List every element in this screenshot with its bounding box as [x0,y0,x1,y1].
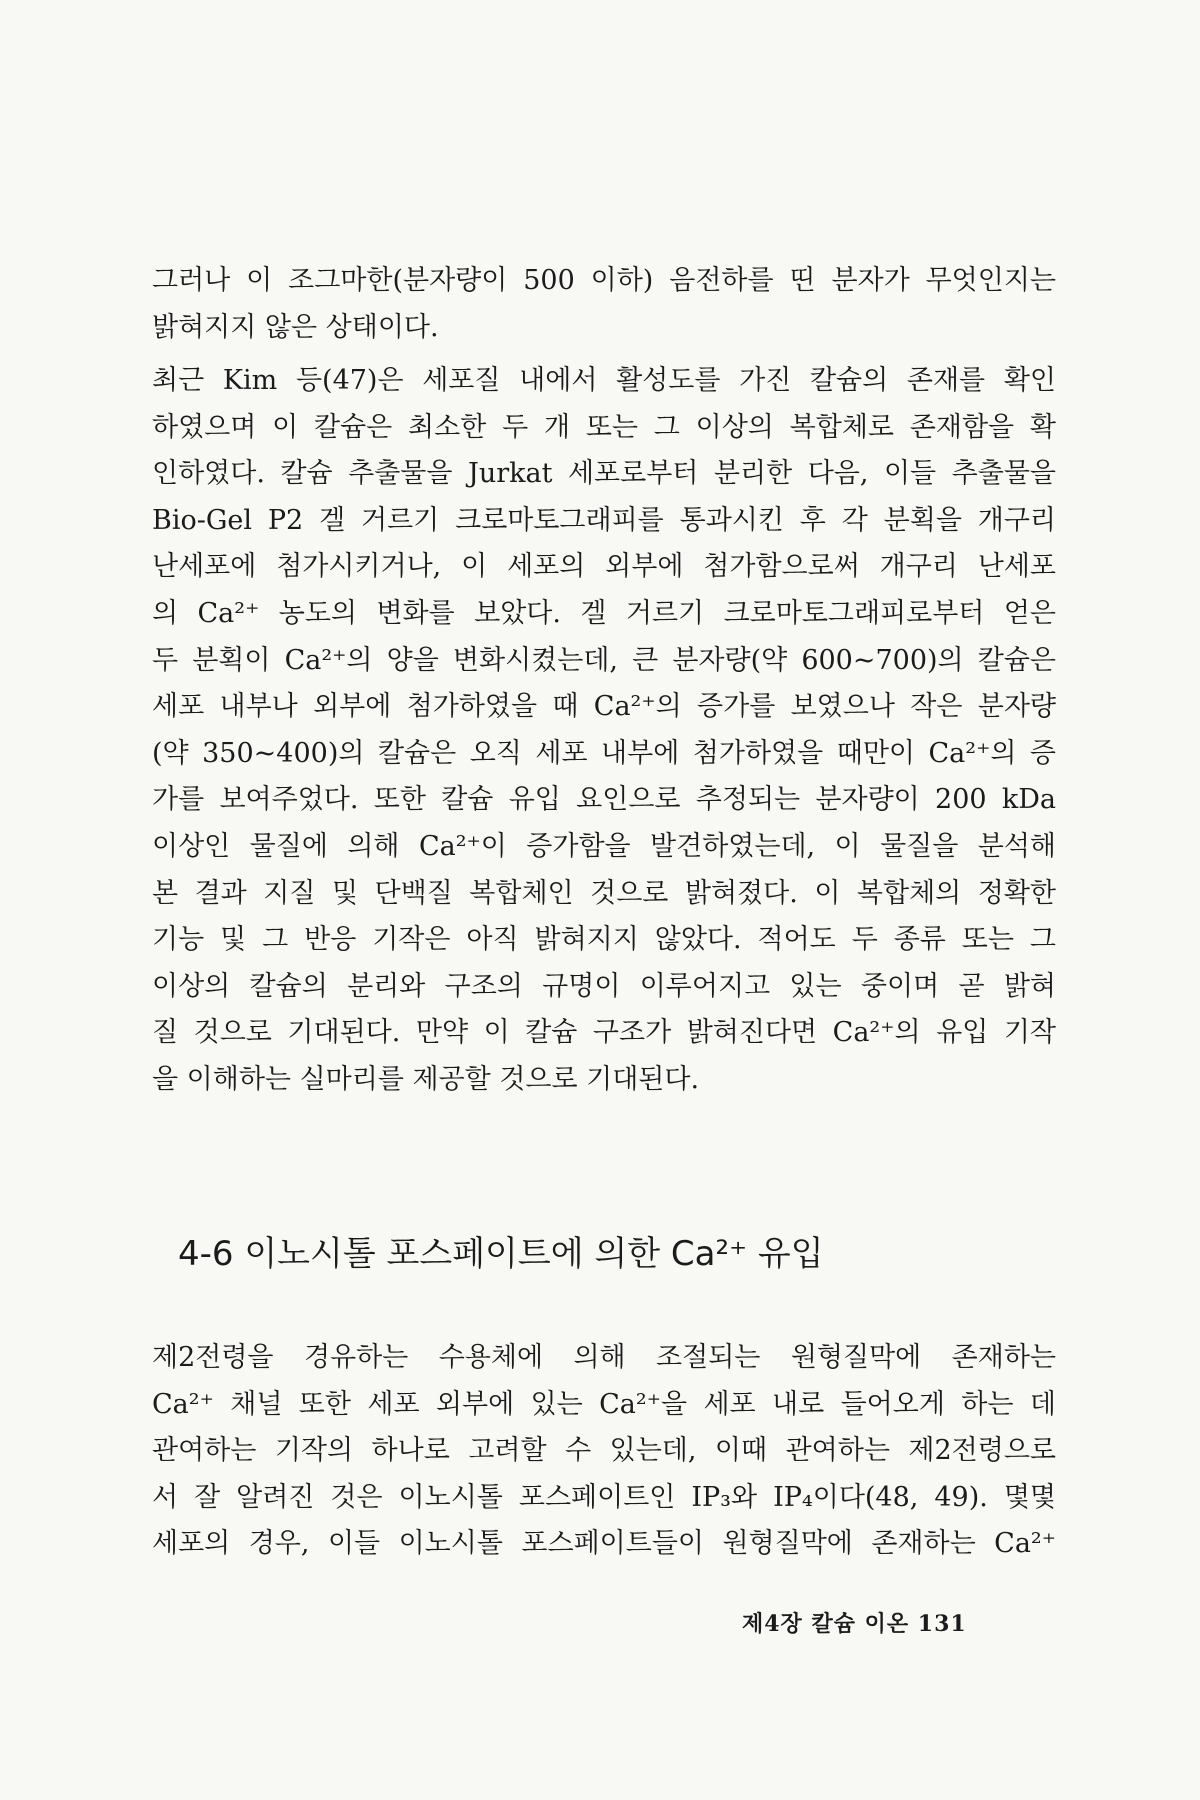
text-line: 의 Ca²⁺ 농도의 변화를 보았다. 겔 거르기 크로마토그래피로부터 얻은 [152,597,1056,629]
text-line: 가를 보여주었다. 또한 칼슘 유입 요인으로 추정되는 분자량이 200 kDa [152,784,1056,816]
text-line: 기능 및 그 반응 기작은 아직 밝혀지지 않았다. 적어도 두 종류 또는 그 [152,924,1056,956]
text-line: 이상인 물질에 의해 Ca²⁺이 증가함을 발견하였는데, 이 물질을 분석해 [152,830,1056,862]
text-line: Bio-Gel P2 겔 거르기 크로마토그래피를 통과시킨 후 각 분획을 개구리 [152,504,1056,536]
text-line: (약 350~400)의 칼슘은 오직 세포 내부에 첨가하였을 때만이 Ca²⁺의 증 [152,737,1056,769]
text-line: 본 결과 지질 및 단백질 복합체인 것으로 밝혀졌다. 이 복합체의 정확한 [152,877,1056,909]
text-line: 두 분획이 Ca²⁺의 양을 변화시켰는데, 큰 분자량(약 600~700)의 칼슘은 [152,644,1056,676]
paragraph-1 [152,258,1056,351]
text-line: 최근 Kim 등(47)은 세포질 내에서 활성도를 가진 칼슘의 존재를 확인 [152,365,1056,396]
paragraph-2 [152,358,1056,1104]
text-line: 질 것으로 기대된다. 만약 이 칼슘 구조가 밝혀진다면 Ca²⁺의 유입 기작 [152,1017,1056,1049]
section-heading: 4-6 이노시톨 포스페이트에 의한 Ca²⁺ 유입 [178,1234,824,1274]
paragraph-3 [152,1335,1056,1568]
text-line: 하였으며 이 칼슘은 최소한 두 개 또는 그 이상의 복합체로 존재함을 확 [152,411,1056,443]
text-line: 세포 내부나 외부에 첨가하였을 때 Ca²⁺의 증가를 보였으나 작은 분자량 [152,691,1056,723]
text-line: 그러나 이 조그마한(분자량이 500 이하) 음전하를 띤 분자가 무엇인지는 [152,265,1056,296]
text-line: Ca²⁺ 채널 또한 세포 외부에 있는 Ca²⁺을 세포 내로 들어오게 하는 데 [152,1388,1056,1420]
text-line: 난세포에 첨가시키거나, 이 세포의 외부에 첨가함으로써 개구리 난세포 [152,551,1056,583]
text-line: 을 이해하는 실마리를 제공할 것으로 기대된다. [152,1063,700,1095]
text-line: 서 잘 알려진 것은 이노시톨 포스페이트인 IP₃와 IP₄이다(48, 49). 몇몇 [152,1481,1056,1513]
text-line: 밝혀지지 않은 상태이다. [152,311,439,343]
text-line: 이상의 칼슘의 분리와 구조의 규명이 이루어지고 있는 중이며 곧 밝혀 [152,970,1056,1002]
text-line: 관여하는 기작의 하나로 고려할 수 있는데, 이때 관여하는 제2전령으로 [152,1435,1056,1467]
text-line: 세포의 경우, 이들 이노시톨 포스페이트들이 원형질막에 존재하는 Ca²⁺ [152,1528,1056,1560]
page-footer-running-head: 제4장 칼슘 이온 131 [742,1611,967,1637]
text-line: 제2전령을 경유하는 수용체에 의해 조절되는 원형질막에 존재하는 [152,1342,1056,1373]
text-line: 인하였다. 칼슘 추출물을 Jurkat 세포로부터 분리한 다음, 이들 추출물을 [152,458,1056,490]
